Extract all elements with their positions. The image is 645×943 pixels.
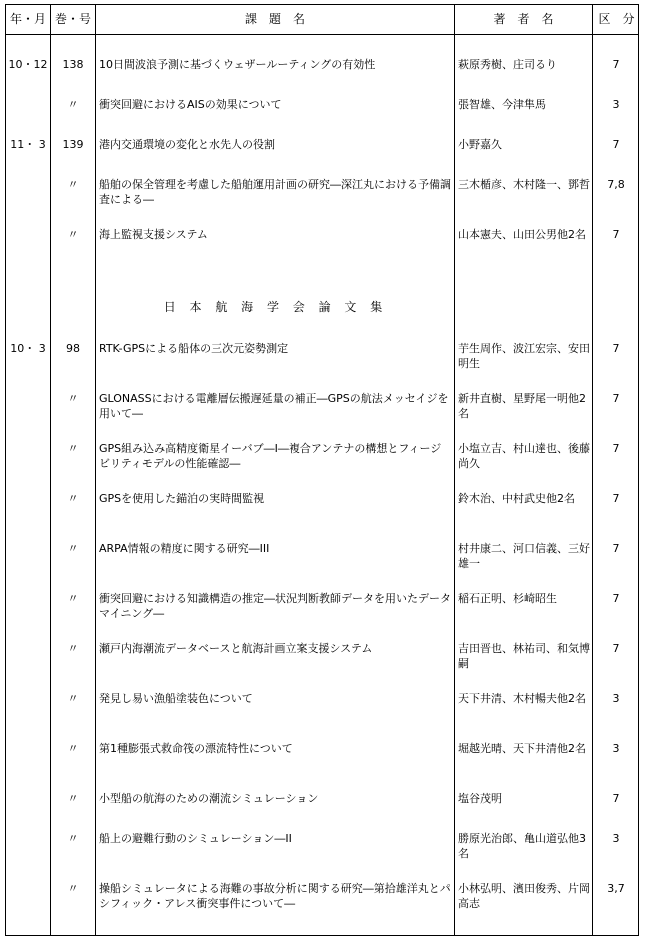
row-title: 衝突回避における知識構造の推定―状況判断教師データを用いたデータマイニング― bbox=[99, 592, 451, 620]
row-date: 10・12 bbox=[8, 58, 48, 71]
row-title: 第1種膨張式救命筏の漂流特性について bbox=[99, 742, 293, 755]
row-author: 山本憲夫、山田公男他2名 bbox=[458, 228, 586, 241]
section-title: 日 本 航 海 学 会 論 文 集 bbox=[163, 300, 388, 314]
row-division: 7 bbox=[612, 138, 620, 151]
row-volume: 〃 bbox=[67, 178, 79, 191]
row-volume: 〃 bbox=[67, 832, 79, 845]
row-volume: 98 bbox=[66, 342, 80, 355]
row-division: 7 bbox=[612, 442, 620, 455]
row-title: 小型船の航海のための潮流シミュレーション bbox=[99, 792, 319, 805]
row-title: GPSを使用した錨泊の実時間監視 bbox=[99, 492, 265, 505]
row-author: 稲石正明、杉崎昭生 bbox=[458, 592, 557, 605]
row-volume: 〃 bbox=[67, 492, 79, 505]
row-title: GPS組み込み高精度衛星イーバブ―I―複合アンテナの構想とフィージビリティモデルの性能確認― bbox=[99, 442, 442, 470]
row-date: 11・ 3 bbox=[10, 138, 46, 151]
row-division: 7 bbox=[612, 228, 620, 241]
row-volume: 〃 bbox=[67, 98, 79, 111]
row-title: GLONASSにおける電離層伝搬遅延量の補正―GPSの航法メッセイジを用いて― bbox=[99, 392, 449, 420]
row-volume: 〃 bbox=[67, 792, 79, 805]
row-division: 3,7 bbox=[607, 882, 625, 895]
header-author: 著 者 名 bbox=[493, 12, 554, 26]
row-volume: 〃 bbox=[67, 228, 79, 241]
row-author: 三木楯彦、木村隆一、鄧哲 bbox=[458, 178, 590, 191]
row-division: 7 bbox=[612, 542, 620, 555]
row-title: 発見し易い漁船塗装色について bbox=[99, 692, 253, 705]
row-title: RTK-GPSによる船体の三次元姿勢測定 bbox=[99, 342, 289, 355]
row-author: 天下井清、木村暢夫他2名 bbox=[458, 692, 586, 705]
row-division: 7 bbox=[612, 342, 620, 355]
row-author: 吉田晋也、林祐司、和気博嗣 bbox=[458, 642, 590, 670]
row-volume: 139 bbox=[62, 138, 84, 151]
row-title: 港内交通環境の変化と水先人の役割 bbox=[99, 138, 275, 151]
row-division: 7 bbox=[612, 58, 620, 71]
row-volume: 〃 bbox=[67, 442, 79, 455]
row-title: 海上監視支援システム bbox=[99, 228, 208, 241]
row-division: 7 bbox=[612, 642, 620, 655]
row-title: 瀬戸内海潮流データベースと航海計画立案支援システム bbox=[99, 642, 373, 655]
row-volume: 〃 bbox=[67, 392, 79, 405]
row-division: 7 bbox=[612, 592, 620, 605]
row-volume: 138 bbox=[62, 58, 84, 71]
row-title: 船上の避難行動のシミュレーション―II bbox=[99, 832, 292, 845]
row-volume: 〃 bbox=[67, 882, 79, 895]
header-divider bbox=[6, 34, 638, 35]
row-volume: 〃 bbox=[67, 592, 79, 605]
row-title: 船舶の保全管理を考慮した船舶運用計画の研究―深江丸における予備調査による― bbox=[99, 178, 451, 206]
header-division: 区 分 bbox=[598, 12, 635, 26]
row-division: 3 bbox=[612, 692, 620, 705]
row-division: 7 bbox=[612, 392, 620, 405]
header-date: 年・月 bbox=[9, 12, 46, 26]
row-date: 10・ 3 bbox=[10, 342, 46, 355]
header-title: 課 題 名 bbox=[244, 12, 305, 26]
row-division: 7,8 bbox=[607, 178, 625, 191]
row-author: 芋生周作、波江宏宗、安田明生 bbox=[458, 342, 590, 370]
row-author: 堀越光晴、天下井清他2名 bbox=[458, 742, 586, 755]
row-author: 勝原光治郎、亀山道弘他3名 bbox=[458, 832, 586, 860]
row-author: 小野嘉久 bbox=[458, 138, 502, 151]
row-author: 新井直樹、星野尾一明他2名 bbox=[458, 392, 586, 420]
column-divider bbox=[454, 5, 455, 935]
row-author: 小塩立吉、村山達也、後藤尚久 bbox=[458, 442, 590, 470]
column-divider bbox=[95, 5, 96, 935]
row-author: 鈴木治、中村武史他2名 bbox=[458, 492, 575, 505]
header-volume: 巻・号 bbox=[54, 12, 91, 26]
row-volume: 〃 bbox=[67, 642, 79, 655]
row-author: 張智雄、今津隼馬 bbox=[458, 98, 546, 111]
row-division: 7 bbox=[612, 792, 620, 805]
row-division: 3 bbox=[612, 98, 620, 111]
row-volume: 〃 bbox=[67, 692, 79, 705]
row-title: 操船シミュレータによる海難の事故分析に関する研究―第拾雄洋丸とパシフィック・アレス衝突事件について― bbox=[99, 882, 451, 910]
row-author: 村井康二、河口信義、三好雄一 bbox=[458, 542, 590, 570]
row-volume: 〃 bbox=[67, 542, 79, 555]
row-title: 衝突回避におけるAISの効果について bbox=[99, 98, 282, 111]
row-division: 7 bbox=[612, 492, 620, 505]
row-division: 3 bbox=[612, 742, 620, 755]
row-title: ARPA情報の精度に関する研究―III bbox=[99, 542, 270, 555]
row-title: 10日間波浪予測に基づくウェザールーティングの有効性 bbox=[99, 58, 376, 71]
row-author: 萩原秀樹、庄司るり bbox=[458, 58, 557, 71]
row-division: 3 bbox=[612, 832, 620, 845]
row-author: 小林弘明、濱田俊秀、片岡高志 bbox=[458, 882, 590, 910]
document-table bbox=[5, 4, 639, 936]
row-author: 塩谷茂明 bbox=[458, 792, 502, 805]
row-volume: 〃 bbox=[67, 742, 79, 755]
